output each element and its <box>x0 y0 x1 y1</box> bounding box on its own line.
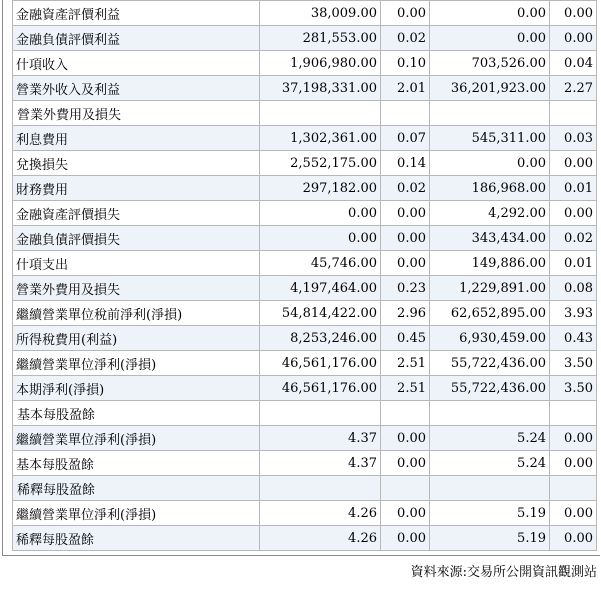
table-row <box>13 326 597 351</box>
current-percent: 2.51 <box>381 376 430 401</box>
current-percent <box>381 101 430 126</box>
current-percent: 2.01 <box>381 76 430 101</box>
prior-amount: 36,201,923.00 <box>430 76 550 101</box>
prior-percent <box>550 476 597 501</box>
row-label: 什項收入 <box>13 51 260 76</box>
current-percent: 0.45 <box>381 326 430 351</box>
prior-amount: 0.00 <box>430 26 550 51</box>
current-amount: 4.37 <box>260 451 381 476</box>
table-row <box>13 176 597 201</box>
current-amount: 2,552,175.00 <box>260 151 381 176</box>
current-amount: 45,746.00 <box>260 251 381 276</box>
table-row <box>13 76 597 101</box>
prior-percent: 0.00 <box>550 426 597 451</box>
table-row <box>13 51 597 76</box>
prior-amount: 5.24 <box>430 451 550 476</box>
current-amount <box>260 101 381 126</box>
row-label: 金融負債評價損失 <box>13 226 260 251</box>
prior-percent: 0.03 <box>550 126 597 151</box>
data-source-note: 資料來源:交易所公開資訊觀測站 <box>410 565 597 580</box>
row-label: 所得稅費用(利益) <box>13 326 260 351</box>
row-label: 金融資產評價利益 <box>13 1 260 26</box>
prior-percent: 0.00 <box>550 26 597 51</box>
current-percent: 0.00 <box>381 201 430 226</box>
current-percent <box>381 476 430 501</box>
prior-amount: 545,311.00 <box>430 126 550 151</box>
current-amount: 281,553.00 <box>260 26 381 51</box>
prior-amount: 6,930,459.00 <box>430 326 550 351</box>
prior-percent: 0.00 <box>550 526 597 551</box>
current-percent: 0.00 <box>381 501 430 526</box>
current-percent: 2.96 <box>381 301 430 326</box>
current-amount: 54,814,422.00 <box>260 301 381 326</box>
current-amount <box>260 401 381 426</box>
prior-percent: 0.01 <box>550 176 597 201</box>
prior-percent: 0.00 <box>550 1 597 26</box>
current-amount: 4,197,464.00 <box>260 276 381 301</box>
section-header-row <box>13 101 597 126</box>
current-percent: 0.14 <box>381 151 430 176</box>
current-percent: 0.02 <box>381 26 430 51</box>
prior-percent: 0.00 <box>550 451 597 476</box>
prior-percent: 0.01 <box>550 251 597 276</box>
prior-amount <box>430 401 550 426</box>
row-label: 什項支出 <box>13 251 260 276</box>
current-amount: 0.00 <box>260 226 381 251</box>
frame-left-border <box>2 0 3 556</box>
table-row <box>13 351 597 376</box>
current-amount: 8,253,246.00 <box>260 326 381 351</box>
row-label: 繼續營業單位淨利(淨損) <box>13 351 260 376</box>
table-row <box>13 1 597 26</box>
current-percent: 0.00 <box>381 451 430 476</box>
income-statement-table <box>12 0 597 551</box>
prior-amount: 0.00 <box>430 1 550 26</box>
table-row <box>13 151 597 176</box>
section-header-row <box>13 476 597 501</box>
prior-amount <box>430 101 550 126</box>
prior-percent: 0.08 <box>550 276 597 301</box>
current-percent: 0.00 <box>381 526 430 551</box>
prior-percent: 3.50 <box>550 351 597 376</box>
current-percent: 0.00 <box>381 426 430 451</box>
prior-percent: 0.04 <box>550 51 597 76</box>
row-label: 金融負債評價利益 <box>13 26 260 51</box>
current-amount: 37,198,331.00 <box>260 76 381 101</box>
row-label: 兌換損失 <box>13 151 260 176</box>
prior-amount: 4,292.00 <box>430 201 550 226</box>
current-percent: 0.00 <box>381 226 430 251</box>
row-label: 財務費用 <box>13 176 260 201</box>
prior-amount: 149,886.00 <box>430 251 550 276</box>
row-label: 營業外收入及利益 <box>13 76 260 101</box>
table-row <box>13 26 597 51</box>
row-label: 稀釋每股盈餘 <box>13 526 260 551</box>
section-header-row <box>13 401 597 426</box>
prior-amount <box>430 476 550 501</box>
row-label: 營業外費用及損失 <box>13 101 260 126</box>
prior-amount: 62,652,895.00 <box>430 301 550 326</box>
current-amount: 0.00 <box>260 201 381 226</box>
prior-percent: 3.50 <box>550 376 597 401</box>
table-body <box>13 1 597 551</box>
table-row <box>13 126 597 151</box>
current-amount: 4.37 <box>260 426 381 451</box>
current-percent: 0.07 <box>381 126 430 151</box>
row-label: 繼續營業單位淨利(淨損) <box>13 426 260 451</box>
prior-percent: 0.00 <box>550 501 597 526</box>
row-label: 本期淨利(淨損) <box>13 376 260 401</box>
current-amount: 46,561,176.00 <box>260 376 381 401</box>
table-row <box>13 276 597 301</box>
prior-percent <box>550 101 597 126</box>
prior-percent: 3.93 <box>550 301 597 326</box>
row-label: 利息費用 <box>13 126 260 151</box>
prior-percent: 0.00 <box>550 151 597 176</box>
current-amount: 46,561,176.00 <box>260 351 381 376</box>
prior-amount: 703,526.00 <box>430 51 550 76</box>
prior-amount: 186,968.00 <box>430 176 550 201</box>
prior-percent: 2.27 <box>550 76 597 101</box>
table-row <box>13 501 597 526</box>
current-percent <box>381 401 430 426</box>
table-row <box>13 226 597 251</box>
prior-percent: 0.43 <box>550 326 597 351</box>
row-label: 金融資產評價損失 <box>13 201 260 226</box>
table-row <box>13 376 597 401</box>
current-percent: 2.51 <box>381 351 430 376</box>
row-label: 基本每股盈餘 <box>13 401 260 426</box>
table-row <box>13 251 597 276</box>
row-label: 稀釋每股盈餘 <box>13 476 260 501</box>
current-percent: 0.00 <box>381 1 430 26</box>
prior-amount: 55,722,436.00 <box>430 351 550 376</box>
current-amount: 38,009.00 <box>260 1 381 26</box>
current-amount: 297,182.00 <box>260 176 381 201</box>
prior-amount: 5.19 <box>430 526 550 551</box>
current-amount: 1,906,980.00 <box>260 51 381 76</box>
prior-amount: 5.19 <box>430 501 550 526</box>
prior-percent <box>550 401 597 426</box>
current-percent: 0.10 <box>381 51 430 76</box>
current-percent: 0.00 <box>381 251 430 276</box>
table-row <box>13 426 597 451</box>
prior-percent: 0.00 <box>550 201 597 226</box>
row-label: 繼續營業單位稅前淨利(淨損) <box>13 301 260 326</box>
prior-amount: 1,229,891.00 <box>430 276 550 301</box>
current-percent: 0.23 <box>381 276 430 301</box>
prior-amount: 55,722,436.00 <box>430 376 550 401</box>
current-amount: 4.26 <box>260 501 381 526</box>
prior-amount: 0.00 <box>430 151 550 176</box>
table-row <box>13 301 597 326</box>
table-row <box>13 201 597 226</box>
table-row <box>13 526 597 551</box>
row-label: 基本每股盈餘 <box>13 451 260 476</box>
prior-amount: 343,434.00 <box>430 226 550 251</box>
prior-percent: 0.02 <box>550 226 597 251</box>
current-amount: 4.26 <box>260 526 381 551</box>
frame-bottom-border <box>2 555 600 556</box>
table-row <box>13 451 597 476</box>
current-percent: 0.02 <box>381 176 430 201</box>
current-amount: 1,302,361.00 <box>260 126 381 151</box>
row-label: 繼續營業單位淨利(淨損) <box>13 501 260 526</box>
row-label: 營業外費用及損失 <box>13 276 260 301</box>
current-amount <box>260 476 381 501</box>
prior-amount: 5.24 <box>430 426 550 451</box>
